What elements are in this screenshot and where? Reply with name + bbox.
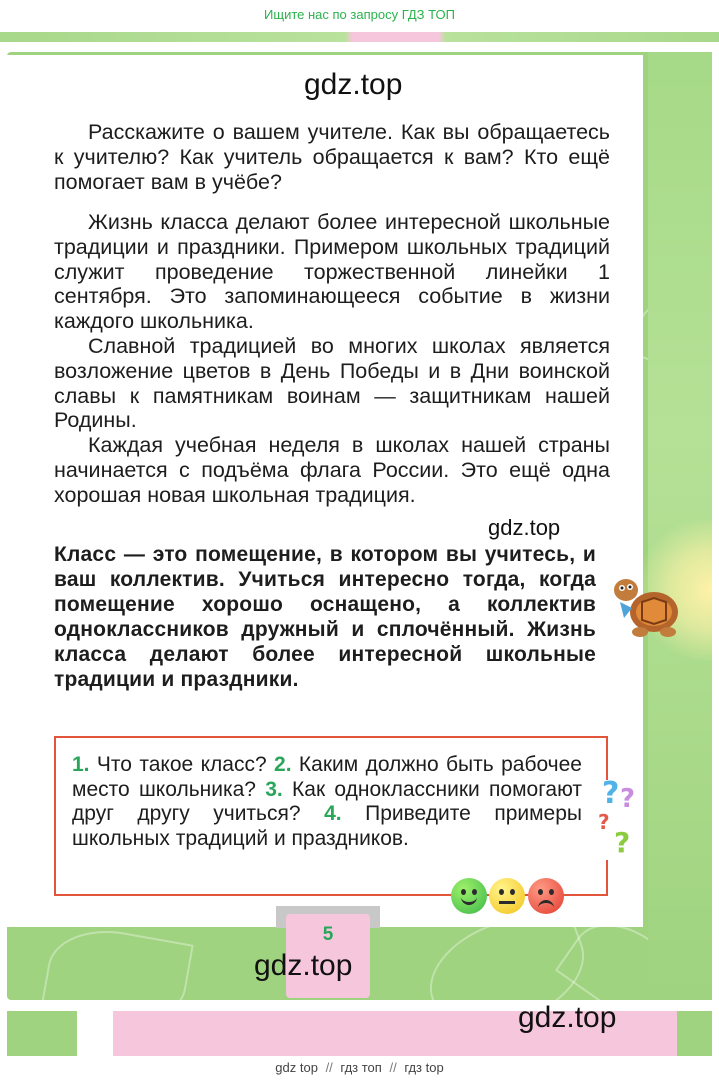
separator: //: [325, 1060, 333, 1075]
question-number: 2.: [274, 753, 292, 776]
link-gdz-top[interactable]: gdz top: [275, 1060, 318, 1075]
page-number: 5: [322, 924, 334, 945]
question-number: 1.: [72, 753, 90, 776]
paragraph: Славной традицией во многих школах является возложение цветов в День Победы и в Дни воинской славы к памятникам воинам — защитникам нашей Родины.: [54, 333, 610, 433]
question-text: Что такое класс?: [96, 753, 267, 776]
link-gdz-top-mixed[interactable]: гдз top: [404, 1060, 444, 1075]
smiley-neutral-icon[interactable]: [489, 878, 525, 914]
question-text: Как одноклассники помогают друг другу учиться?: [72, 777, 582, 826]
question-marks-icon: ? ? ? ?: [598, 776, 636, 859]
watermark: gdz.top: [254, 949, 353, 982]
question-number: 4.: [324, 802, 342, 826]
question-text: Приведите примеры школьных традиций и праздников.: [72, 802, 583, 850]
link-gdz-top-ru[interactable]: гдз топ: [340, 1060, 382, 1075]
summary-text: Класс — это помещение, в котором вы учитесь, и ваш коллектив. Учиться интересно тогда, когда помещение хорошо оснащено, а коллектив одноклассников дружный и сплочённый. Жизнь класса делают более интересной школьные традиции и праздники.: [54, 543, 596, 691]
watermark: gdz.top: [518, 1001, 617, 1034]
question-text: Каким должно быть рабочее место школьника?: [72, 753, 582, 801]
traditions-text: [54, 210, 610, 508]
previous-page-strip: [0, 32, 719, 42]
turtle-mascot-icon: [610, 572, 682, 642]
watermark: gdz.top: [488, 515, 561, 540]
smiley-happy-icon[interactable]: [451, 878, 487, 914]
separator: //: [389, 1060, 397, 1075]
paragraph: Каждая учебная неделя в школах нашей страны начинается с подъёма флага России. Это ещё одна хорошая новая школьная традиция.: [54, 433, 610, 507]
watermark: gdz.top: [304, 68, 403, 101]
intro-paragraph: Расскажите о вашем учителе. Как вы обращаетесь к учителю? Как учитель обращается к вам? Кто ещё помогает вам в учёбе?: [54, 120, 610, 194]
smiley-sad-icon[interactable]: [528, 878, 564, 914]
paragraph: Жизнь класса делают более интересной школьные традиции и праздники. Примером школьных традиций служит проведение торжественной линейки 1 сентября. Это запоминающееся событие в жизни каждого школьника.: [54, 210, 610, 334]
top-banner[interactable]: Ищите нас по запросу ГДЗ ТОП: [0, 0, 719, 32]
questions-frame-edge: [606, 736, 608, 780]
bottom-links: [0, 1056, 719, 1084]
questions-list: [72, 753, 582, 851]
question-number: 3.: [265, 777, 283, 801]
